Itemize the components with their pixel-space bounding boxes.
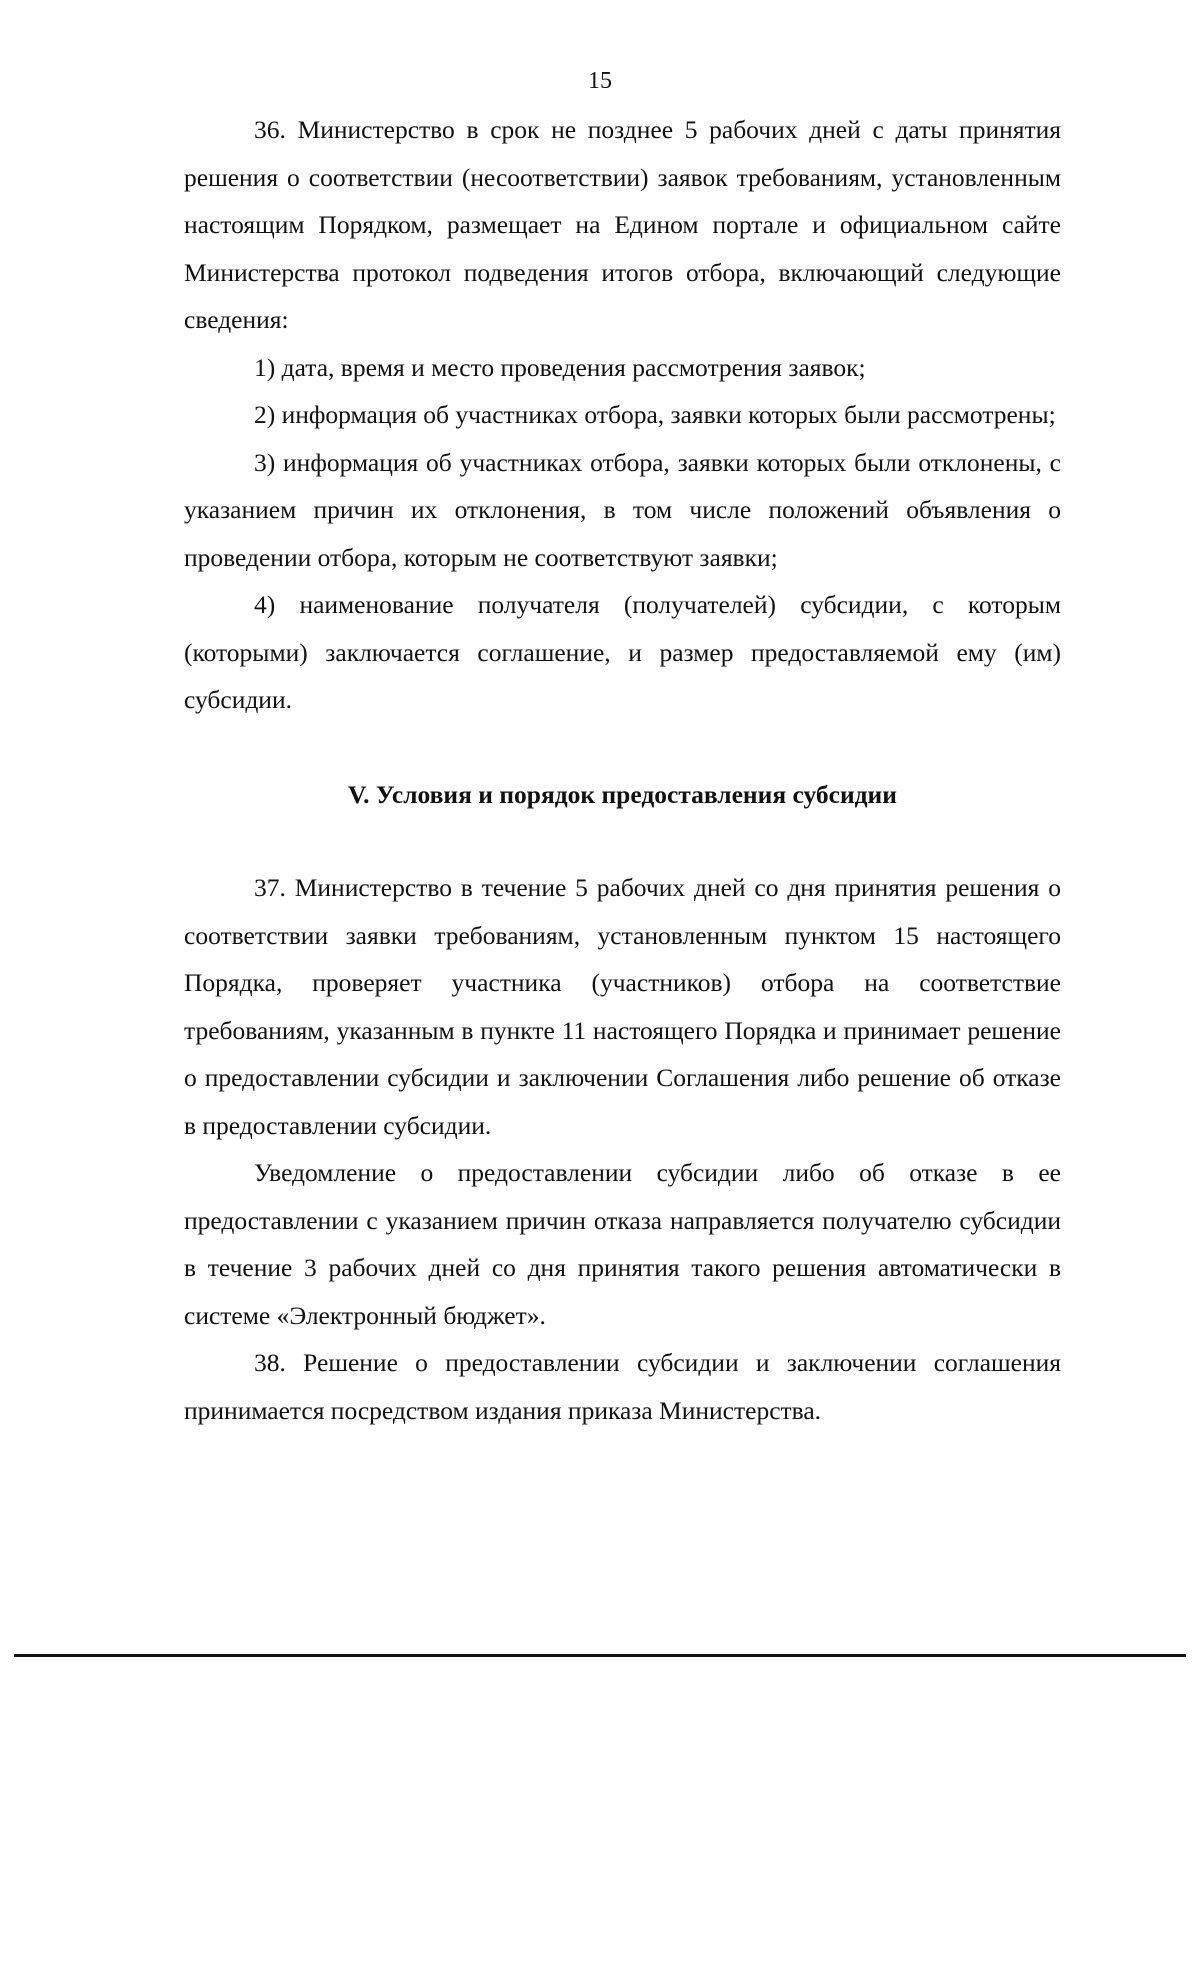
list-item-4: 4) наименование получателя (получателей) субсидии, с которым (которыми) заключается соглашение, и размер предоставляемой ему (им) субсидии.	[184, 590, 1061, 714]
document-body	[184, 106, 1061, 1434]
page-number: 15	[588, 68, 612, 94]
paragraph-36: 36. Министерство в срок не позднее 5 рабочих дней с даты принятия решения о соответствии (несоответствии) заявок требованиям, установленным настоящим Порядком, размещает на Едином портале и официальном сайте Министерства протокол подведения итогов отбора, включающий следующие сведения:	[184, 115, 1061, 334]
list-item-1: 1) дата, время и место проведения рассмотрения заявок;	[254, 352, 866, 382]
list-item-2: 2) информация об участниках отбора, заявки которых были рассмотрены;	[254, 400, 1056, 429]
paragraph-37: 37. Министерство в течение 5 рабочих дней со дня принятия решения о соответствии заявки требованиям, установленным пунктом 15 настоящего Порядка, проверяет участника (участников) отбора на соответствие требованиям, указанным в пункте 11 настоящего Порядка и принимает решение о предоставлении субсидии и заключении Соглашения либо решение об отказе в предоставлении субсидии.	[184, 873, 1061, 1140]
bottom-rule	[14, 1654, 1186, 1657]
paragraph-38: 38. Решение о предоставлении субсидии и заключении соглашения принимается посредством издания приказа Министерства.	[184, 1348, 1061, 1425]
notification-paragraph: Уведомление о предоставлении субсидии либо об отказе в ее предоставлении с указанием причин отказа направляется получателю субсидии в течение 3 рабочих дней со дня принятия такого решения автоматически в системе «Электронный бюджет».	[184, 1158, 1061, 1330]
section-heading: V. Условия и порядок предоставления субсидии	[348, 779, 897, 809]
list-item-3: 3) информация об участниках отбора, заявки которых были отклонены, с указанием причин их отклонения, в том числе положений объявления о проведении отбора, которым не соответствуют заявки;	[184, 447, 1061, 572]
